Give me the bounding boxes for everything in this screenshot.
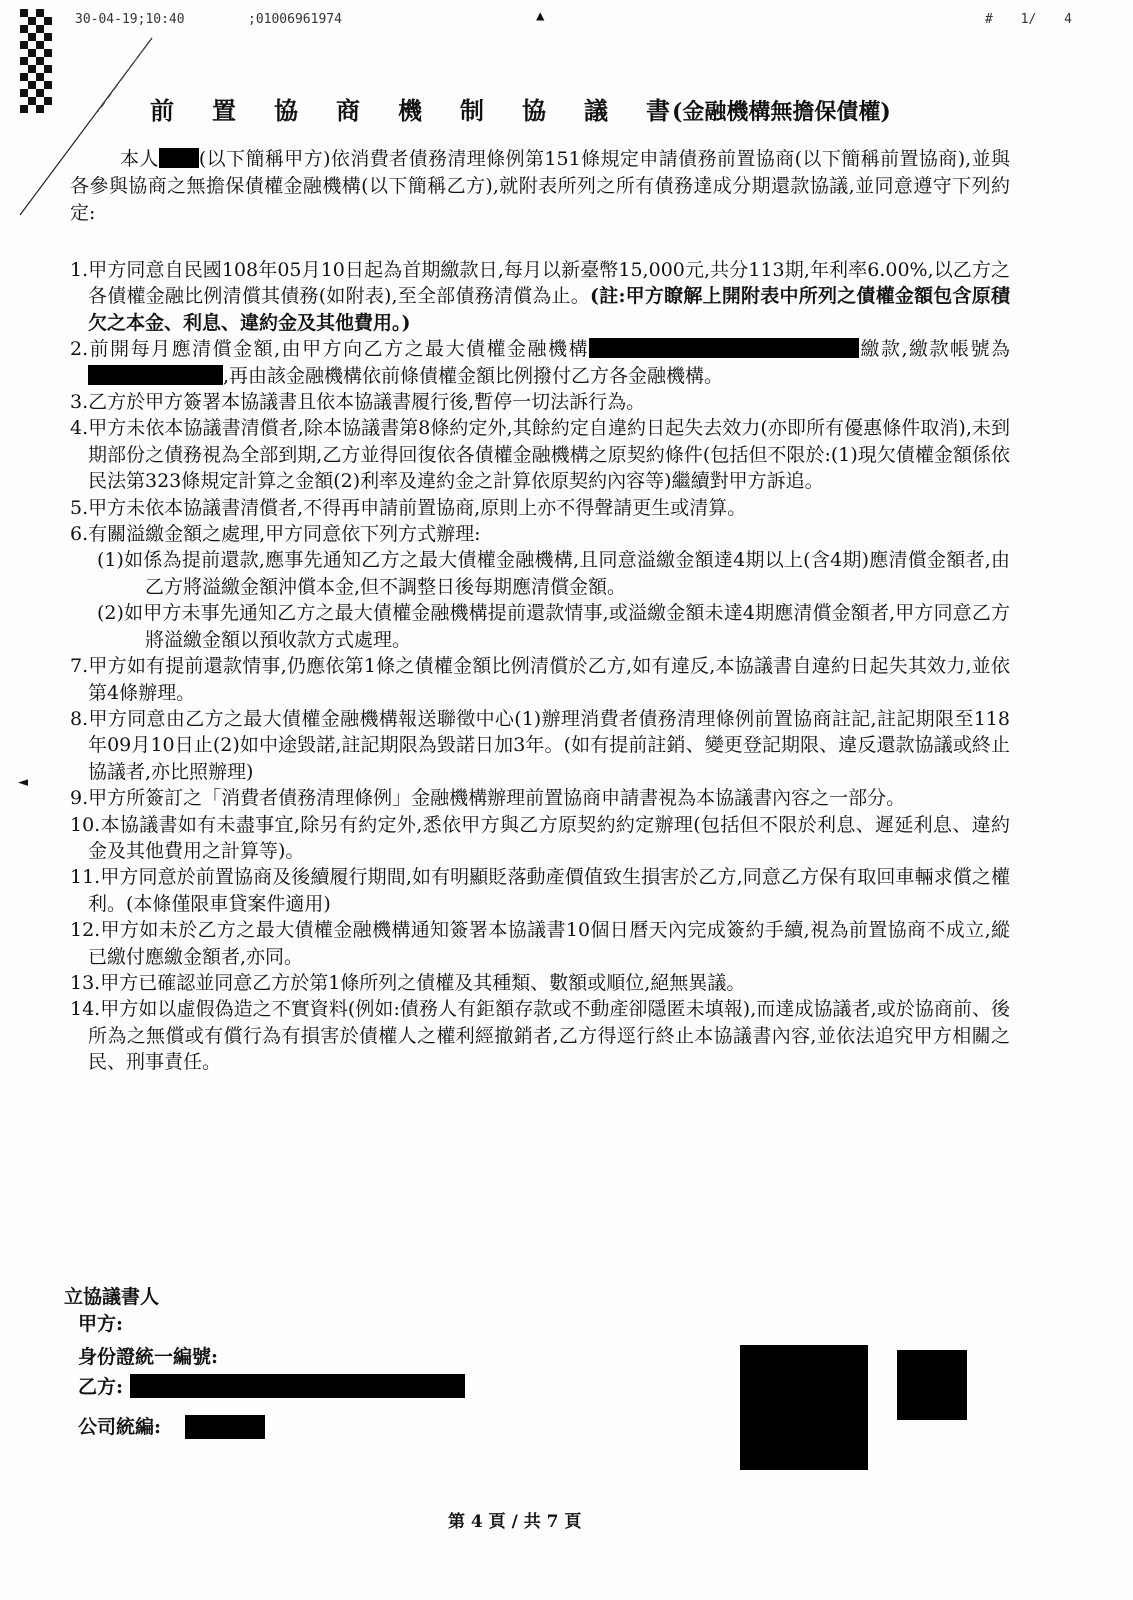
document-body [70, 146, 1010, 1076]
clause-6-subitem-2 [70, 600, 1010, 653]
signatories-heading: 立協議書人 [64, 1286, 160, 1308]
title-subtitle: (金融機構無擔保債權) [672, 99, 891, 125]
clause-number: 9. [70, 787, 89, 810]
redaction-box [130, 1374, 465, 1398]
clause-2 [70, 336, 1010, 389]
clause-number: 1. [70, 259, 89, 281]
clause-text: 有關溢繳金額之處理,甲方同意依下列方式辦理: [88, 523, 481, 546]
intro-paragraph [70, 146, 1010, 227]
clause-list [70, 257, 1010, 1076]
clause-text: 甲方所簽訂之「消費者債務清理條例」金融機構辦理前置協商申請書視為本協議書內容之一部分。 [88, 787, 906, 810]
clause-text: 甲方如以虛假偽造之不實資料(例如:債務人有鉅額存款或不動產卻隱匿未填報),而達成協議者,或於協商前、後所為之無償或有償行為有損害於債權人之權利經撤銷者,乙方得逕行終止本協議書內容,並依法追究甲方相關之民、刑事責任。 [88, 998, 1010, 1074]
clause-number: 3. [70, 391, 89, 414]
clause-text: 甲方同意由乙方之最大債權金融機構報送聯徵中心(1)辦理消費者債務清理條例前置協商註記,註記期限至118年09月10日止(2)如中途毀諾,註記期限為毀諾日加3年。(如有提前註銷、變更登記期限、違反還款協議或終止協議者,亦比照辦理) [88, 707, 1010, 783]
clause-text: 甲方未依本協議書清償者,不得再申請前置協商,原則上亦不得聲請更生或清算。 [88, 496, 747, 519]
clause-number: 6. [70, 523, 89, 546]
redaction-box [589, 338, 859, 358]
clause-text: 甲方同意於前置協商及後續履行期間,如有明顯貶落動產價值致生損害於乙方,同意乙方保有取回車輛求償之權利。(本條僅限車貸案件適用) [88, 866, 1010, 915]
redaction-box [185, 1415, 265, 1439]
fax-marker-icon: ▲ [536, 8, 545, 24]
company-id-label: 公司統編: [78, 1416, 162, 1438]
clause-text: 乙方於甲方簽署本協議書且依本協議書履行後,暫停一切法訴行為。 [88, 391, 646, 414]
clause-text: 繳款,繳款帳號為 [859, 338, 1011, 361]
clause-number: 13. [70, 971, 101, 994]
document-title [150, 94, 891, 129]
clause-3 [70, 389, 1010, 415]
redaction-box [88, 365, 223, 385]
clause-text: ,再由該金融機構依前條債權金額比例撥付乙方各金融機構。 [223, 364, 724, 387]
clause-6 [70, 521, 1010, 547]
intro-text-after: (以下簡稱甲方)依消費者債務清理條例第151條規定申請債務前置協商(以下簡稱前置協商),並與各參與協商之無擔保債權金融機構(以下簡稱乙方),就附表所列之所有債務達成分期還款協議,並同意遵守下列約定: [70, 148, 1010, 224]
clause-text: 前開每月應清償金額,由甲方向乙方之最大債權金融機構 [88, 338, 590, 361]
party-a-label: 甲方: [78, 1313, 124, 1335]
clause-5 [70, 495, 1010, 521]
redacted-stamp [897, 1350, 967, 1420]
page-number-footer: 第 4 頁 / 共 7 頁 [448, 1512, 582, 1532]
party-b-label: 乙方: [78, 1376, 124, 1398]
clause-text: 本協議書如有未盡事宜,除另有約定外,悉依甲方與乙方原契約約定辦理(包括但不限於利息、遲延利息、違約金及其他費用之計算等)。 [88, 813, 1010, 862]
clause-4 [70, 415, 1010, 494]
clause-text: 甲方同意自民國108年05月10日起為首期繳款日,每月以新臺幣15,000元,共分113期,年利率6.00%,以乙方之各債權金融比例清償其債務(如附表),至全部債務清償為止。 [88, 259, 1010, 308]
clause-number: 7. [70, 655, 89, 678]
clause-1 [70, 257, 1010, 336]
clause-14 [70, 996, 1010, 1075]
subitem-text: 如甲方未事先通知乙方之最大債權金融機構提前還款情事,或溢繳金額未達4期應清償金額者,甲方同意乙方將溢繳金額以預收款方式處理。 [123, 602, 1010, 651]
subitem-text: 如係為提前還款,應事先通知乙方之最大債權金融機構,且同意溢繳金額達4期以上(含4期)應清償金額者,由乙方將溢繳金額沖償本金,但不調整日後每期應清償金額。 [123, 549, 1010, 598]
clause-10 [70, 812, 1010, 865]
subitem-label: (1) [97, 549, 124, 572]
clause-12 [70, 917, 1010, 970]
clause-number: 5. [70, 496, 89, 519]
fax-number: ;01006961974 [248, 12, 342, 27]
clause-11 [70, 864, 1010, 917]
clause-number: 4. [70, 417, 89, 440]
clause-number: 11. [70, 866, 101, 889]
redaction-box [159, 148, 199, 168]
clause-number: 2. [70, 338, 89, 361]
margin-arrow-icon: ◄ [18, 775, 28, 790]
clause-text: 甲方未依本協議書清償者,除本協議書第8條約定外,其餘約定自違約日起失去效力(亦即所有優惠條件取消),未到期部份之債務視為全部到期,乙方並得回復依各債權金融機構之原契約條件(包括但不限於:(1)現欠債權金額係依民法第323條規定計算之金額(2)利率及違約金之計算依原契約內容等)繼續對甲方訴追。 [88, 417, 1010, 493]
clause-number: 8. [70, 707, 89, 730]
fax-page-counter: # 1/ 4 [985, 12, 1072, 27]
clause-number: 12. [70, 919, 101, 942]
clause-13 [70, 970, 1010, 996]
clause-9 [70, 785, 1010, 811]
fax-timestamp: 30-04-19;10:40 [75, 12, 185, 27]
id-number-label: 身份證統一編號: [78, 1346, 219, 1368]
title-main: 前置協商機制協議書 [150, 96, 708, 125]
clause-text: 甲方已確認並同意乙方於第1條所列之債權及其種類、數額或順位,絕無異議。 [100, 971, 746, 994]
clause-7 [70, 653, 1010, 706]
clause-note: (註:甲方瞭解上開附表中所列之債權金額包含原積欠之本金、利息、違約金及其他費用。) [88, 285, 1010, 334]
clause-text: 甲方如有提前還款情事,仍應依第1條之債權金額比例清償於乙方,如有違反,本協議書自違約日起失其效力,並依第4條辦理。 [88, 655, 1010, 704]
clause-8 [70, 706, 1010, 785]
redacted-stamp [740, 1345, 868, 1470]
subitem-label: (2) [97, 602, 124, 625]
clause-number: 14. [70, 998, 101, 1021]
clause-6-subitem-1 [70, 547, 1010, 600]
intro-text-before: 本人 [120, 148, 159, 170]
clause-number: 10. [70, 813, 101, 836]
clause-text: 甲方如未於乙方之最大債權金融機構通知簽署本協議書10個日曆天內完成簽約手續,視為前置協商不成立,縱已繳付應繳金額者,亦同。 [88, 919, 1010, 968]
